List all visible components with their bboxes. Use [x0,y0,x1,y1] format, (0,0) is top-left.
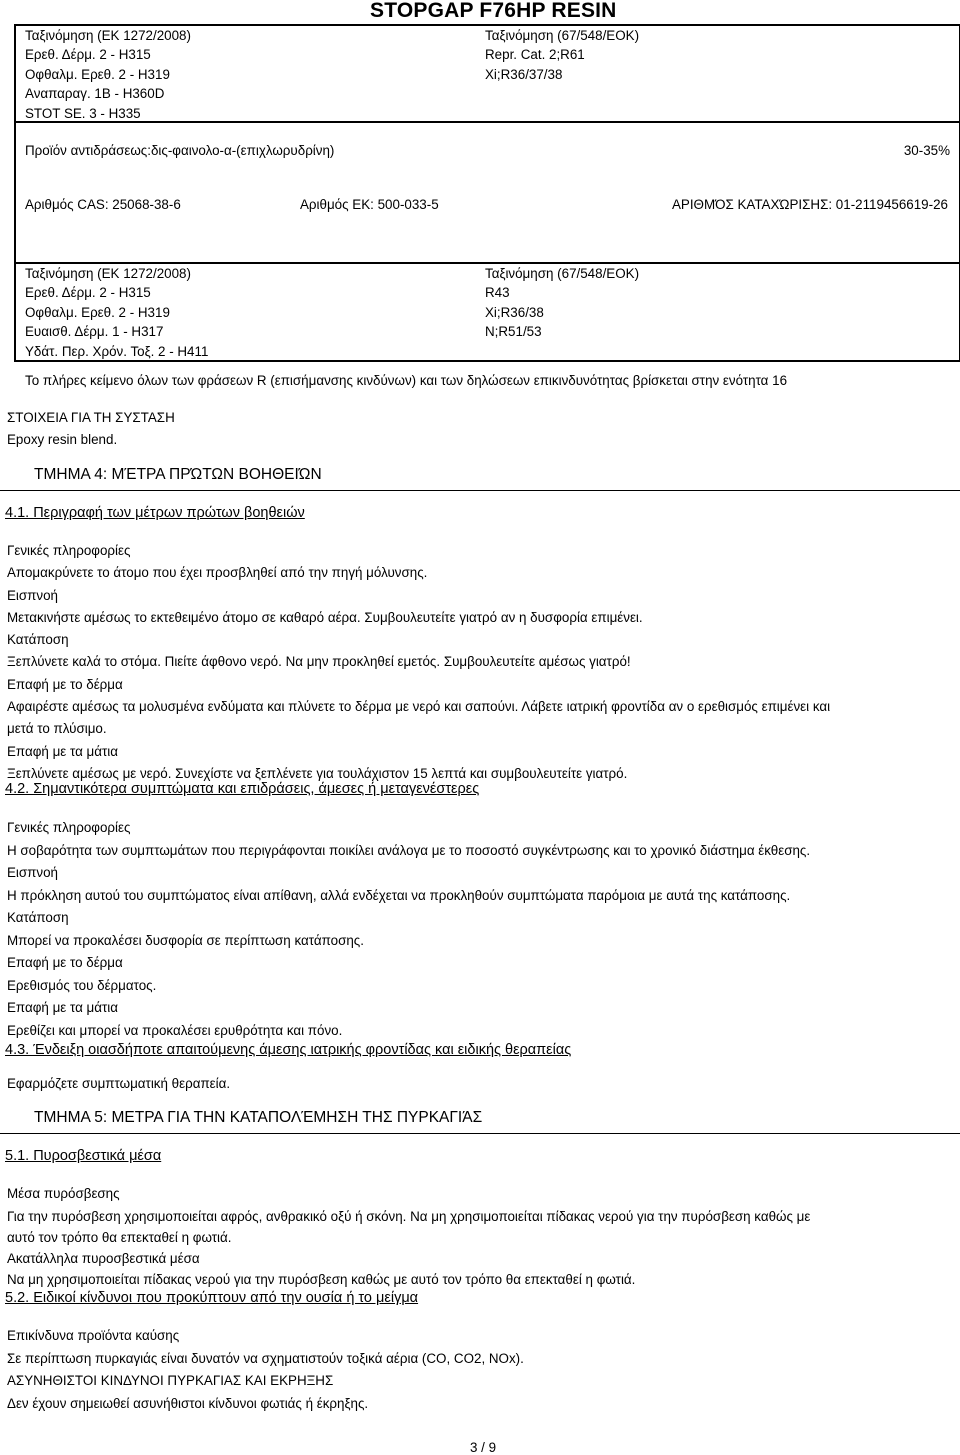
subheading: Κατάποση [7,632,69,648]
subheading: Επαφή με το δέρμα [7,676,123,692]
paragraph: Σε περίπτωση πυρκαγιάς είναι δυνατόν να σχηματιστούν τοξικά αέρια (CO, CO2, NOx). [7,1350,524,1366]
dsd-line: Ταξινόμηση (67/548/ΕΟΚ) [485,266,640,281]
section-5-2-heading: 5.2. Ειδικοί κίνδυνοι που προκύπτουν από την ουσία ή το μείγμα [5,1290,419,1306]
cas-number: Αριθμός CAS: 25068-38-6 [25,197,181,212]
paragraph: Αφαιρέστε αμέσως τα μολυσμένα ενδύματα και πλύνετε το δέρμα με νερό και σαπούνι. Λάβετε ιατρική φροντίδα αν ο ερεθισμός επιμένει και [7,699,831,715]
top-classification-dsd [485,26,639,84]
subheading: Εισπνοή [7,865,58,880]
subheading: Γενικές πληροφορίες [7,543,131,558]
section-4-2-body [7,817,810,1042]
top-classification-clp [25,26,191,123]
section-4-2-heading: 4.2. Σημαντικότερα συμπτώματα και επιδράσεις, άμεσες ή μεταγενέστερες [5,781,480,797]
dsd-line: R43 [485,285,510,301]
subheading: Επαφή με το δέρμα [7,955,123,970]
divider [14,121,960,123]
document-title: STOPGAP F76HP RESIN [370,0,617,22]
section-5-1-body [7,1183,810,1290]
dsd-line: N;R51/53 [485,324,542,340]
section-5-1-heading: 5.1. Πυροσβεστικά μέσα [5,1148,162,1164]
product-percent: 30-35% [903,143,950,158]
clp-line: Ταξινόμηση (ΕΚ 1272/2008) [25,266,191,281]
paragraph: Μετακινήστε αμέσως το εκτεθειμένο άτομο σε καθαρό αέρα. Συμβουλευτείτε γιατρό αν η δυσφορία επιμένει. [7,609,643,625]
clp-line: STOT SE. 3 - H335 [25,105,141,121]
subheading: Γενικές πληροφορίες [7,820,131,835]
section-4-1-heading: 4.1. Περιγραφή των μέτρων πρώτων βοηθειών [5,505,305,521]
ec-number: Αριθμός ΕΚ: 500-033-5 [300,197,439,212]
section-4-3-heading: 4.3. Ένδειξη οιασδήποτε απαιτούμενης άμεσης ιατρικής φροντίδας και ειδικής θεραπείας [5,1042,572,1058]
paragraph: Να μη χρησιμοποιείται πίδακας νερού για την πυρόσβεση καθώς με αυτό τον τρόπο θα επεκταθεί η φωτιά. [7,1272,636,1287]
paragraph: Δεν έχουν σημειωθεί ασυνήθιστοι κίνδυνοι φωτιάς ή έκρηξης. [7,1395,369,1411]
paragraph: Για την πυρόσβεση χρησιμοποιείται αφρός, ανθρακικό οξύ ή σκόνη. Να μη χρησιμοποιείται πίδακας νερού για την πυρόσβεση καθώς με [7,1209,811,1224]
r-phrases-note: Το πλήρες κείμενο όλων των φράσεων R (επισήμανσης κινδύνων) και των δηλώσεων επικινδυνότητας βρίσκεται στην ενότητα 16 [25,373,788,388]
dsd-line: Ταξινόμηση (67/548/ΕΟΚ) [485,28,640,43]
subheading: Κατάποση [7,910,69,925]
page-number: 3 / 9 [470,1440,497,1455]
section-5-2-body [7,1325,524,1415]
paragraph: Ξεπλύνετε καλά το στόμα. Πιείτε άφθονο νερό. Να μην προκληθεί εμετός. Συμβουλευτείτε αμέσως γιατρό! [7,654,631,670]
subheading: Ακατάλληλα πυροσβεστικά μέσα [7,1251,200,1266]
clp-line: Οφθαλμ. Ερεθ. 2 - H319 [25,66,170,82]
clp-line: Οφθαλμ. Ερεθ. 2 - H319 [25,304,170,320]
subheading: Επικίνδυνα προϊόντα καύσης [7,1328,180,1343]
paragraph: Ερεθισμός του δέρματος. [7,977,157,993]
clp-line: Υδάτ. Περ. Χρόν. Τοξ. 2 - H411 [25,343,209,359]
clp-line: Ευαισθ. Δέρμ. 1 - H317 [25,324,164,340]
composition-text: Epoxy resin blend. [7,432,118,447]
composition-heading: ΣΤΟΙΧΕΙΑ ΓΙΑ ΤΗ ΣΥΣΤΑΣΗ [7,410,175,425]
classification-frame [14,262,960,362]
paragraph: Ερεθίζει και μπορεί να προκαλέσει ερυθρότητα και πόνο. [7,1022,343,1038]
clp-line: Ερεθ. Δέρμ. 2 - H315 [25,47,151,63]
paragraph: Ξεπλύνετε αμέσως με νερό. Συνεχίστε να ξεπλένετε για τουλάχιστον 15 λεπτά και συμβουλευτείτε γιατρό. [7,765,628,781]
reach-number: ΑΡΙΘΜΌΣ ΚΑΤΑΧΏΡΙΣΗΣ: 01-2119456619-26 [671,197,948,212]
paragraph: μετά το πλύσιμο. [7,721,107,737]
clp-line: Αναπαραγ. 1B - H360D [25,86,165,102]
subheading: Εισπνοή [7,587,58,603]
subheading: Επαφή με τα μάτια [7,1000,119,1015]
subheading: Επαφή με τα μάτια [7,743,119,759]
paragraph: Η πρόκληση αυτού του συμπτώματος είναι απίθανη, αλλά ενδέχεται να προκληθούν συμπτώματα παρόμοια με αυτά της κατάποσης. [7,887,791,903]
paragraph: Η σοβαρότητα των συμπτωμάτων που περιγράφονται ποικίλει ανάλογα με το ποσοστό συγκέντρωσης και το χρονικό διάστημα έκθεσης. [7,842,811,858]
section4-title: ΤΜΗΜΑ 4: ΜΈΤΡΑ ΠΡΏΤΩΝ ΒΟΗΘΕΙΏΝ [34,466,322,483]
paragraph: Μπορεί να προκαλέσει δυσφορία σε περίπτωση κατάποσης. [7,932,364,948]
paragraph: Απομακρύνετε το άτομο που έχει προσβληθεί από την πηγή μόλυνσης. [7,565,428,581]
section5-title: ΤΜΗΜΑ 5: ΜΕΤΡΑ ΓΙΑ ΤΗΝ ΚΑΤΑΠΟΛΈΜΗΣΗ ΤΗΣ ΠΥΡΚΑΓΙΆΣ [34,1109,483,1126]
paragraph: αυτό τον τρόπο θα επεκταθεί η φωτιά. [7,1230,232,1245]
subheading: Μέσα πυρόσβεσης [7,1186,120,1201]
clp-line: Ερεθ. Δέρμ. 2 - H315 [25,285,151,301]
dsd-line: Xi;R36/38 [485,304,544,320]
product-name: Προϊόν αντιδράσεως:δις-φαινολο-α-(επιχλωρυδρίνη) [25,143,335,158]
section-4-3-text: Εφαρμόζετε συμπτωματική θεραπεία. [7,1076,231,1091]
dsd-line: Xi;R36/37/38 [485,66,563,82]
section-4-1-body [7,540,830,785]
clp-line: Ταξινόμηση (ΕΚ 1272/2008) [25,28,191,43]
subheading: ΑΣΥΝΗΘΙΣΤΟΙ ΚΙΝΔΥΝΟΙ ΠΥΡΚΑΓΙΑΣ ΚΑΙ ΕΚΡΗΞΗΣ [7,1373,334,1388]
dsd-line: Repr. Cat. 2;R61 [485,47,585,63]
